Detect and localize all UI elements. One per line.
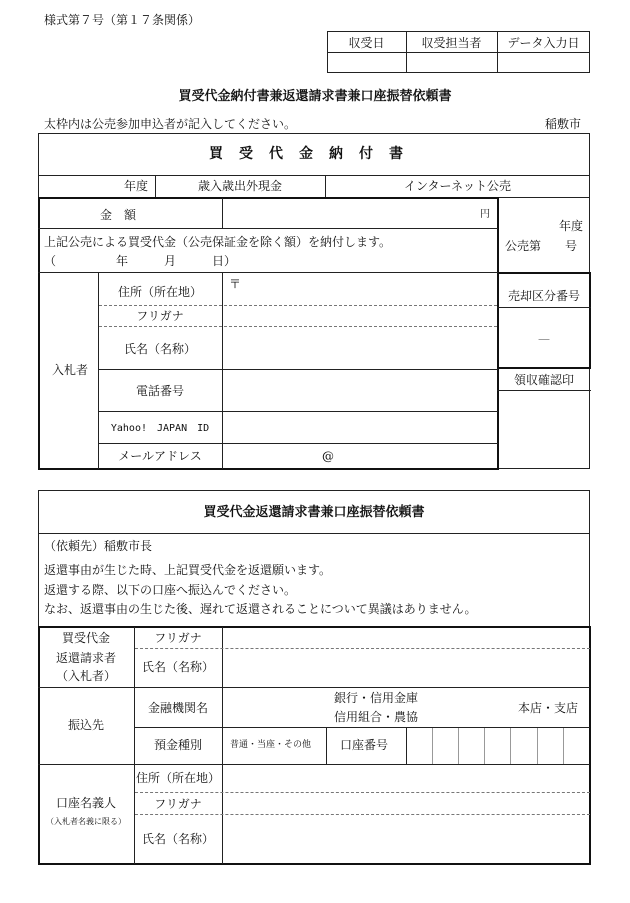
sale-section-label: 売却区分番号	[507, 289, 580, 303]
public-sale-year-label: 年度	[559, 219, 584, 233]
claimant-furigana-label: フリガナ	[154, 631, 202, 645]
account-type-label: 歳入歳出外現金	[197, 179, 282, 193]
deposit-type-options[interactable]: 普通・当座・その他	[230, 740, 312, 750]
payment-statement: 上記公売による買受代金（公売保証金を除く額）を納付します。	[44, 235, 392, 249]
claimant-name-label: 氏名（名称）	[141, 660, 214, 674]
holder-furigana-input[interactable]	[223, 793, 589, 813]
fiscal-year-label: 年度	[124, 179, 149, 193]
form-number: 様式第７号（第１７条関係）	[44, 13, 201, 27]
name-input[interactable]	[223, 327, 497, 369]
receiver-cell[interactable]	[407, 53, 496, 72]
phone-label: 電話番号	[135, 384, 184, 398]
furigana-label: フリガナ	[136, 309, 184, 323]
amount-label: 金 額	[100, 208, 137, 222]
receipt-seal-area	[498, 391, 590, 468]
amount-input[interactable]	[223, 199, 473, 227]
claimant-label-3: （入札者）	[55, 669, 116, 683]
addressee-text: （依頼先）稲敷市長	[44, 539, 153, 553]
claimant-name-input[interactable]	[223, 649, 589, 687]
postal-mark: 〒	[229, 277, 242, 291]
bank-name-input[interactable]	[223, 688, 331, 726]
claimant-furigana-input[interactable]	[223, 628, 589, 647]
sale-method-label: インターネット公売	[404, 179, 511, 193]
bidder-label: 入札者	[52, 363, 89, 377]
bank-name-label: 金融機関名	[147, 701, 208, 715]
address-label: 住所（所在地）	[117, 285, 202, 299]
account-number-label: 口座番号	[340, 738, 389, 752]
holder-address-input[interactable]	[223, 765, 589, 791]
data-entry-date-label: データ入力日	[507, 36, 580, 50]
claimant-label-2: 返還請求者	[55, 651, 116, 665]
refund-paragraph-1: 返還事由が生じた時、上記買受代金を返還願います。	[44, 563, 332, 577]
refund-paragraph-2: 返還する際、以下の口座へ振込んでください。	[44, 583, 297, 597]
holder-name-input[interactable]	[223, 815, 589, 863]
email-label: メールアドレス	[118, 449, 202, 463]
name-label: 氏名（名称）	[123, 342, 196, 356]
refund-form-title: 買受代金返還請求書兼口座振替依頼書	[203, 505, 425, 520]
address-input[interactable]	[223, 273, 497, 305]
branch-type-label[interactable]: 本店・支店	[518, 701, 579, 715]
claimant-label-1: 買受代金	[61, 631, 110, 645]
city-name: 稲敷市	[545, 117, 582, 131]
phone-input[interactable]	[223, 370, 497, 411]
sale-section-box	[497, 272, 591, 369]
receipt-seal-label: 領収確認印	[513, 373, 574, 387]
holder-furigana-label: フリガナ	[154, 797, 202, 811]
yen-unit: 円	[480, 209, 490, 220]
data-entry-date-cell[interactable]	[498, 53, 589, 72]
public-sale-number-label: 公売第 号	[505, 239, 578, 253]
account-holder-label: 口座名義人	[55, 796, 116, 810]
deposit-type-label: 預金種別	[153, 738, 202, 752]
transfer-label: 振込先	[67, 718, 104, 732]
bank-types-line-1[interactable]: 銀行・信用金庫	[334, 691, 419, 705]
holder-address-label: 住所（所在地）	[135, 771, 220, 785]
refund-paragraph-3: なお、返還事由の生じた後、遅れて返還されることについて異議はありません。	[44, 602, 477, 616]
yahoo-id-label: Yahoo! JAPAN ID	[110, 423, 210, 434]
receiver-label: 収受担当者	[421, 36, 482, 50]
document-title: 買受代金納付書兼返還請求書兼口座振替依頼書	[178, 89, 452, 104]
account-holder-note: （入札者名義に限る）	[46, 817, 126, 826]
furigana-input[interactable]	[223, 306, 497, 326]
holder-name-label: 氏名（名称）	[141, 832, 214, 846]
bank-types-line-2[interactable]: 信用組合・農協	[334, 710, 419, 724]
email-input[interactable]	[223, 444, 497, 469]
received-date-label: 収受日	[348, 36, 385, 50]
sale-section-value[interactable]: —	[538, 332, 550, 346]
instruction-text: 太枠内は公売参加申込者が記入してください。	[44, 117, 297, 131]
payment-date-line[interactable]: （ 年 月 日）	[44, 254, 237, 268]
at-mark: @	[322, 449, 334, 463]
payment-form-title: 買受代金納付書	[209, 146, 419, 162]
yahoo-id-input[interactable]	[223, 412, 497, 443]
received-date-cell[interactable]	[328, 53, 405, 72]
